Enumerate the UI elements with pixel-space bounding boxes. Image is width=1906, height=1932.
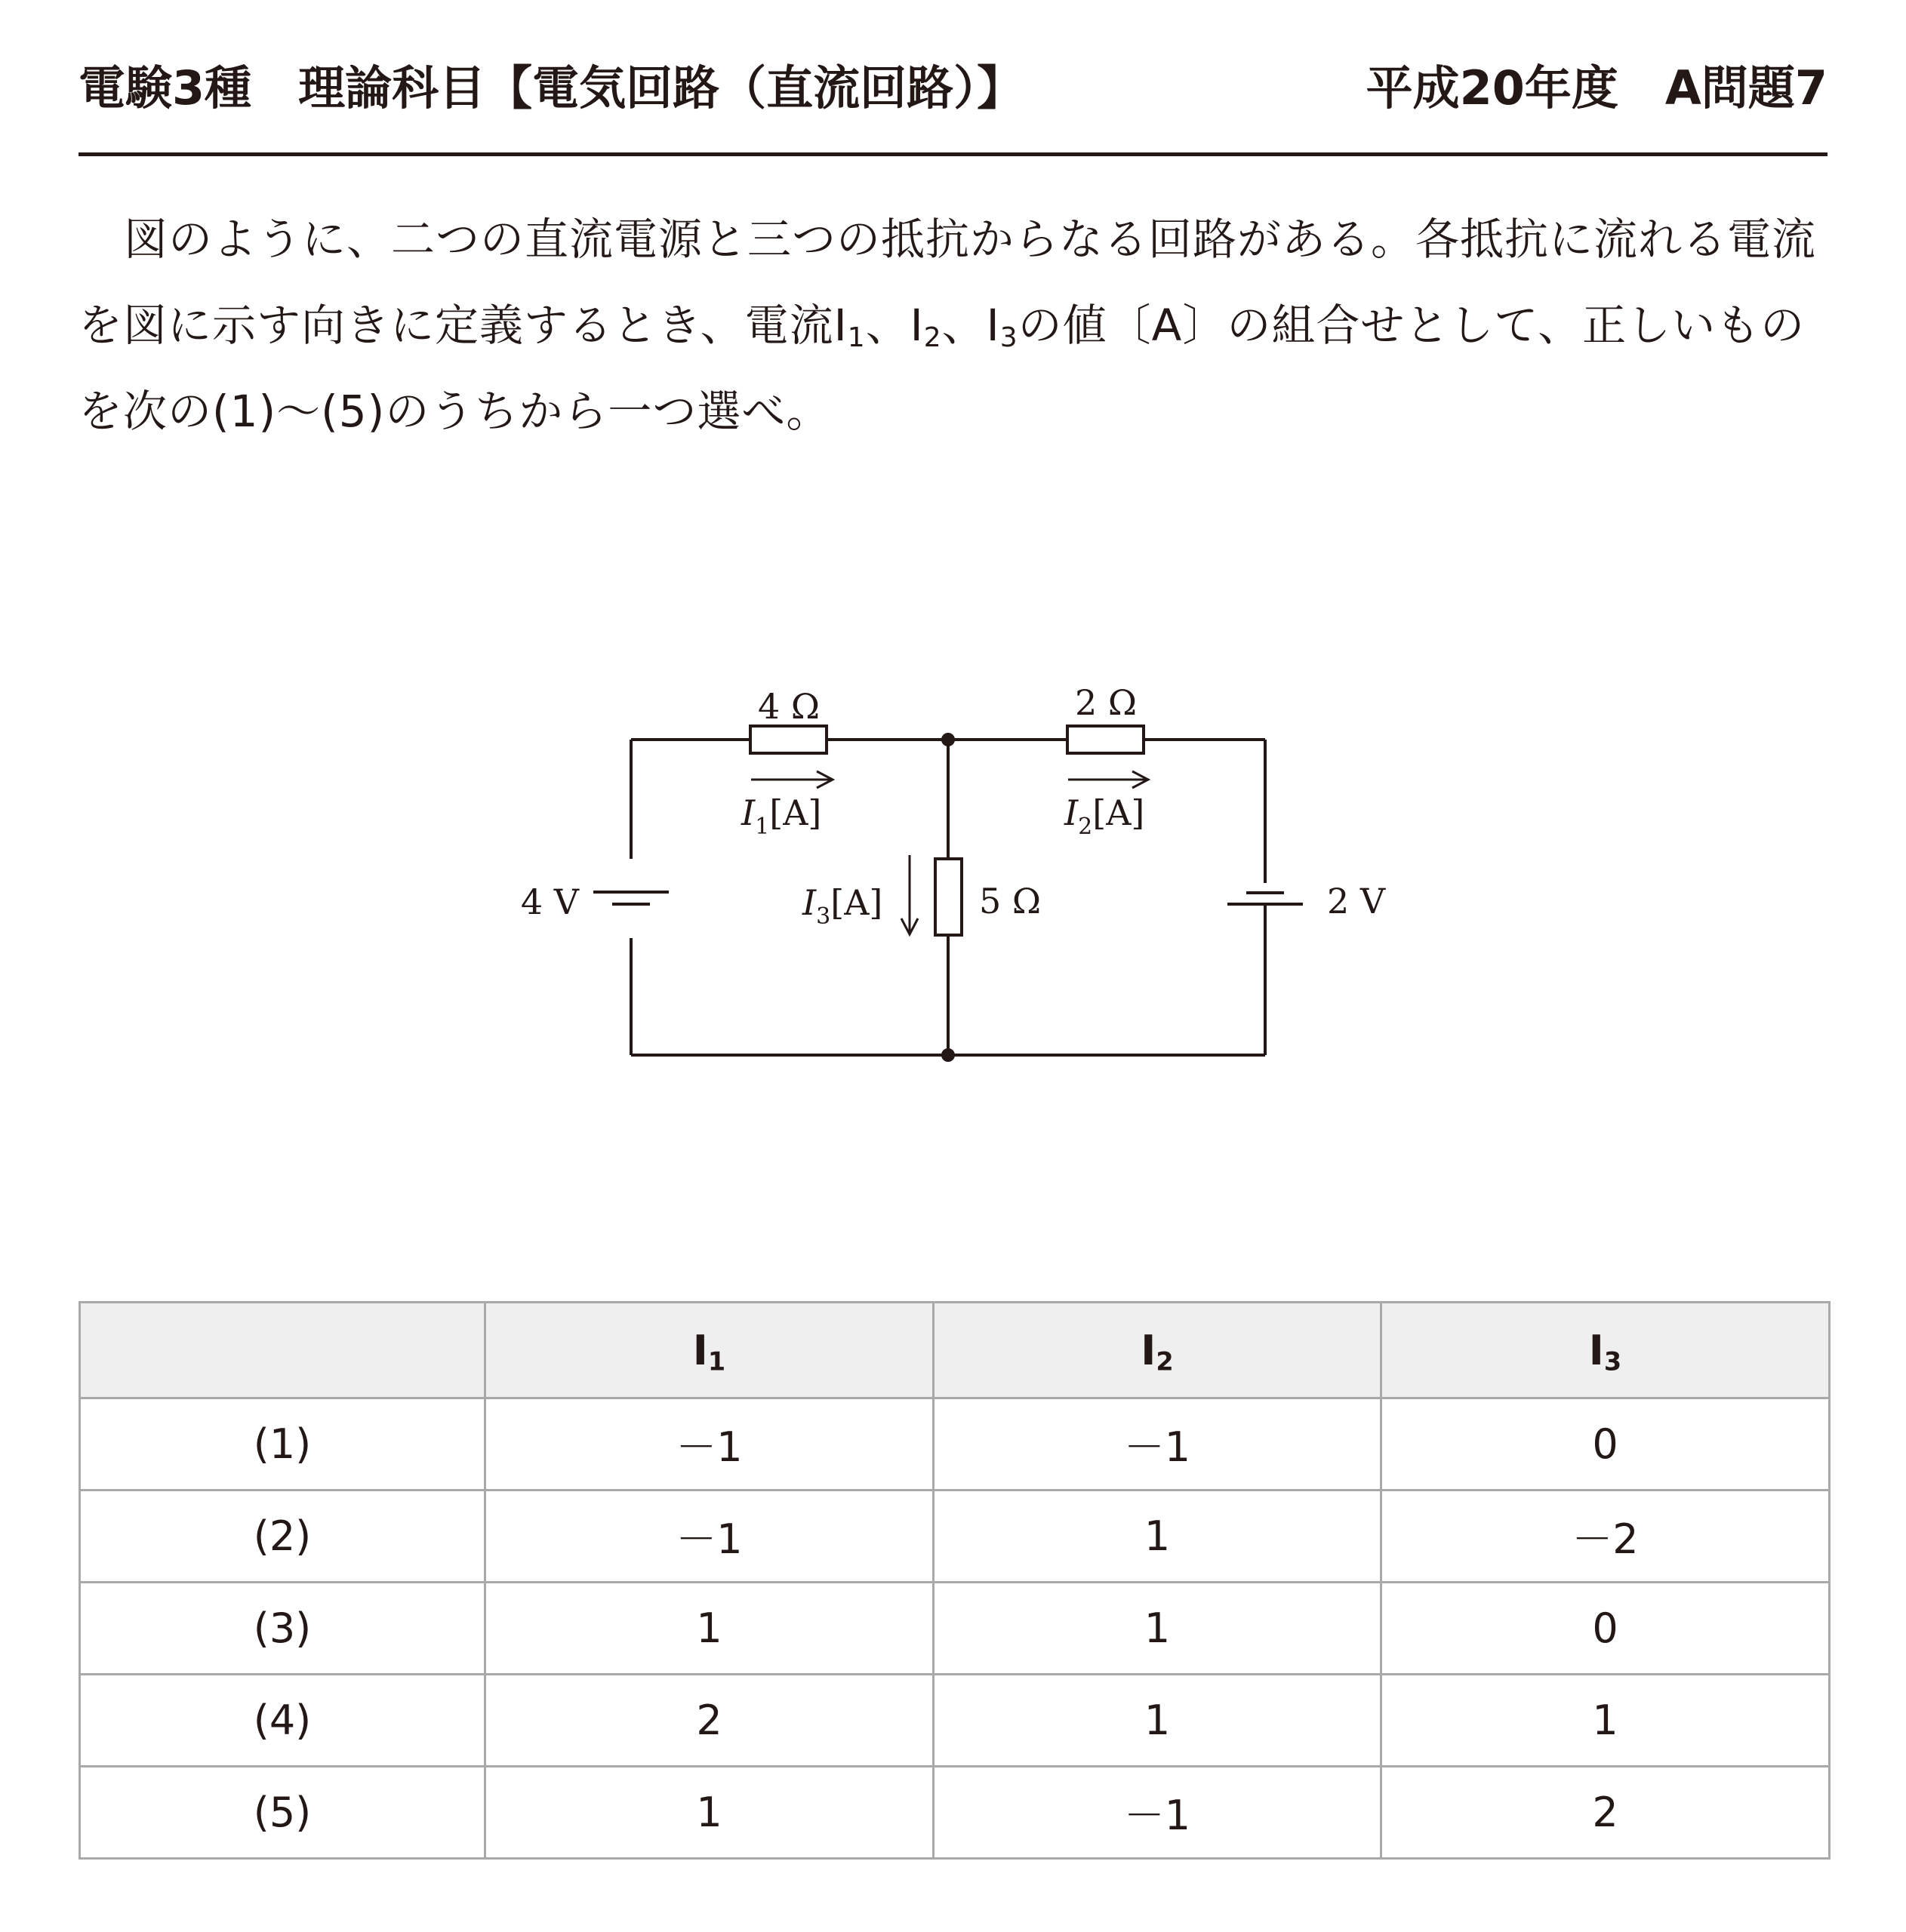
- label-i3: $I_3[A]$: [802, 882, 883, 930]
- choice-label: (5): [80, 1767, 485, 1859]
- value-i2: 1: [934, 1491, 1381, 1583]
- choice-label: (3): [80, 1583, 485, 1675]
- table-row: [80, 1491, 1830, 1583]
- choice-label: (2): [80, 1491, 485, 1583]
- subject-title: 電験3種 理論科目【電気回路（直流回路）】: [79, 60, 1024, 115]
- resistor-2ohm: [1067, 726, 1144, 753]
- header-i2: $I_2$: [934, 1303, 1381, 1398]
- table-row: [80, 1675, 1830, 1767]
- label-i2: $I_2[A]$: [1064, 792, 1145, 840]
- value-i1: 2: [485, 1675, 934, 1767]
- table-header-row: [80, 1303, 1830, 1398]
- label-5ohm: 5 Ω: [979, 881, 1042, 921]
- value-i3: －2: [1381, 1491, 1830, 1583]
- choice-label: (1): [80, 1398, 485, 1491]
- table-row: [80, 1767, 1830, 1859]
- question-text: 図のように、二つの直流電源と三つの抵抗からなる回路がある。各抵抗に流れる電流を図に示す向きに定義するとき、電流$I_1$、$I_2$、$I_3$の値〔A〕の組合せとして、正しいものを次の(1)〜(5)のうちから一つ選べ。: [79, 214, 1817, 437]
- value-i2: －1: [934, 1398, 1381, 1491]
- value-i3: 2: [1381, 1767, 1830, 1859]
- value-i1: 1: [485, 1767, 934, 1859]
- label-4v: 4 V: [520, 881, 579, 922]
- value-i3: 1: [1381, 1675, 1830, 1767]
- resistor-4ohm: [750, 726, 827, 753]
- value-i2: 1: [934, 1583, 1381, 1675]
- header-i3: $I_3$: [1381, 1303, 1830, 1398]
- choice-label: (4): [80, 1675, 485, 1767]
- label-i1: $I_1[A]$: [741, 792, 822, 840]
- value-i3: 0: [1381, 1398, 1830, 1491]
- label-2ohm: 2 Ω: [1074, 682, 1138, 723]
- label-2v: 2 V: [1327, 881, 1386, 921]
- junction-top: [941, 733, 955, 746]
- value-i1: －1: [485, 1398, 934, 1491]
- header-i1: $I_1$: [485, 1303, 934, 1398]
- value-i1: －1: [485, 1491, 934, 1583]
- header-blank: [80, 1303, 485, 1398]
- exam-reference: 平成20年度 A問題7: [1366, 60, 1827, 115]
- value-i1: 1: [485, 1583, 934, 1675]
- value-i2: －1: [934, 1767, 1381, 1859]
- label-4ohm: 4 Ω: [757, 686, 821, 727]
- table-row: [80, 1583, 1830, 1675]
- value-i2: 1: [934, 1675, 1381, 1767]
- table-row: [80, 1398, 1830, 1491]
- resistor-5ohm: [935, 859, 962, 935]
- value-i3: 0: [1381, 1583, 1830, 1675]
- junction-bottom: [941, 1048, 955, 1062]
- answer-table: [79, 1301, 1831, 1860]
